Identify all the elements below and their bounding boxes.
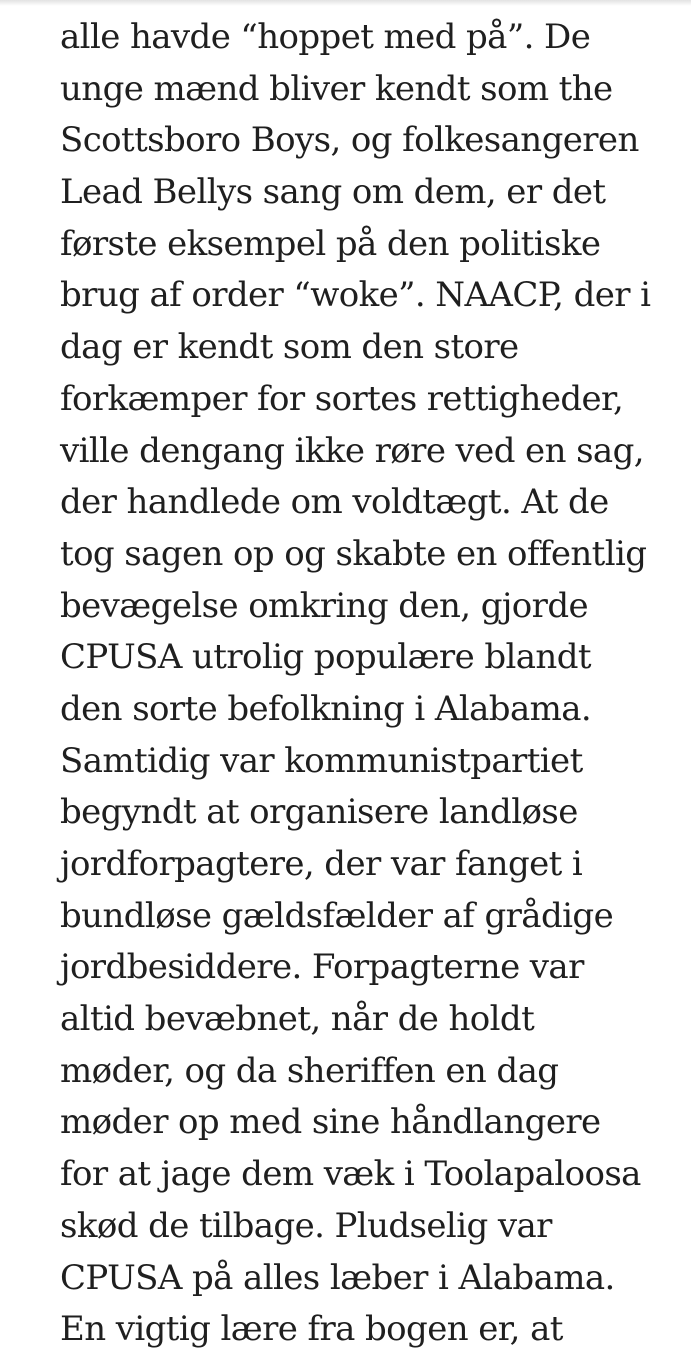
text-line: møder, og da sheriffen en dag — [60, 1050, 559, 1091]
text-line: En vigtig lære fra bogen er, at — [60, 1309, 563, 1350]
text-line: bevægelse omkring den, gjorde — [60, 585, 589, 626]
top-divider — [0, 0, 691, 6]
article-body — [60, 12, 680, 1356]
text-line: første eksempel på den politiske — [60, 223, 601, 264]
text-line: den sorte befolkning i Alabama. — [60, 688, 592, 729]
text-line: Lead Bellys sang om dem, er det — [60, 172, 606, 213]
text-line: møder op med sine håndlangere — [60, 1102, 601, 1143]
text-line: brug af order “woke”. NAACP, der i — [60, 275, 651, 316]
text-line: begyndt at organisere landløse — [60, 792, 578, 833]
text-line: jordbesiddere. Forpagterne var — [60, 947, 584, 988]
text-line: Scottsboro Boys, og folkesangeren — [60, 120, 639, 161]
text-line: CPUSA på alles læber i Alabama. — [60, 1257, 615, 1298]
text-line: skød de tilbage. Pludselig var — [60, 1205, 552, 1246]
text-line: altid bevæbnet, når de holdt — [60, 999, 535, 1040]
text-line: jordforpagtere, der var fanget i — [60, 844, 583, 884]
text-line: unge mænd bliver kendt som the — [60, 68, 613, 109]
text-line: bundløse gældsfælder af grådige — [60, 895, 614, 936]
text-line: dag er kendt som den store — [60, 327, 519, 368]
text-line: ville dengang ikke røre ved en sag, — [60, 430, 644, 471]
text-line: der handlede om voldtægt. At de — [60, 482, 609, 523]
text-line: alle havde “hoppet med på”. De — [60, 17, 591, 57]
text-line: tog sagen op og skabte en offentlig — [60, 533, 647, 574]
text-line: Samtidig var kommunistpartiet — [60, 740, 583, 781]
text-line: forkæmper for sortes rettigheder, — [60, 378, 624, 419]
text-line: CPUSA utrolig populære blandt — [60, 637, 591, 678]
text-line: for at jage dem væk i Toolapaloosa — [60, 1154, 641, 1195]
